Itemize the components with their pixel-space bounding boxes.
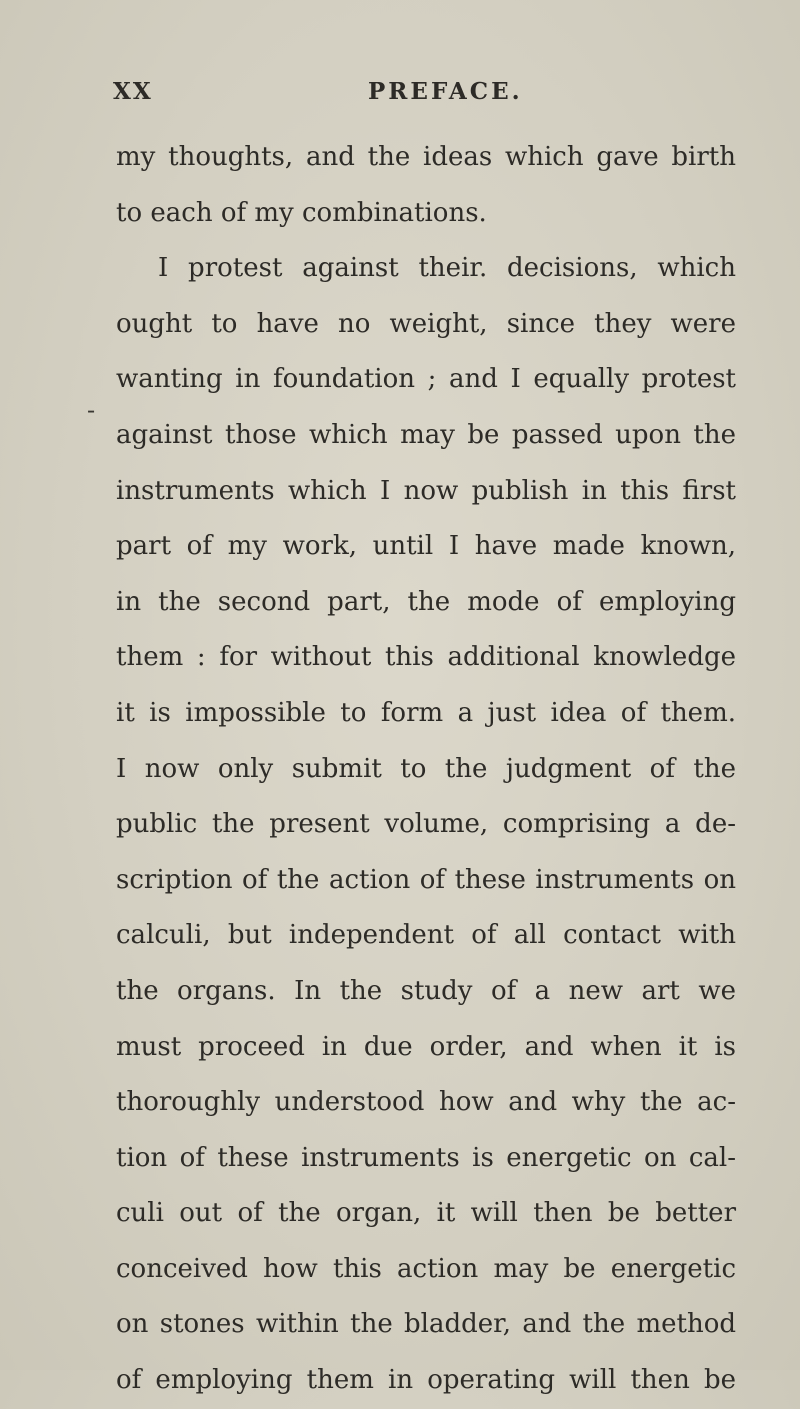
text-line: public the present volume, comprising a de- [116,809,736,840]
text-line: I now only submit to the judgment of the [116,753,736,784]
text-line: thoroughly understood how and why the ac- [116,1087,736,1118]
text-line: it is impossible to form a just idea of them. [116,697,736,728]
text-line: my thoughts, and the ideas which gave birth [116,142,736,172]
body-text [116,130,736,1409]
text-line: of employing them in operating will then be [116,1365,736,1396]
text-line: must proceed in due order, and when it is [116,1031,736,1062]
text-line: part of my work, until I have made known, [116,531,736,562]
text-line: conceived how this action may be energetic [116,1253,736,1284]
page-number: XX [113,78,153,105]
running-title: PREFACE. [368,78,523,105]
text-line: wanting in foundation ; and I equally protest [116,364,736,395]
text-line: ought to have no weight, since they were [116,308,736,339]
margin-mark: - [87,396,96,424]
text-line: I protest against their. decisions, which [158,253,736,284]
text-line: against those which may be passed upon the [116,419,736,450]
text-line: tion of these instruments is energetic on cal- [116,1142,736,1173]
text-line: scription of the action of these instruments on [116,864,736,895]
text-line: the organs. In the study of a new art we [116,975,736,1006]
text-line: on stones within the bladder, and the method [116,1309,736,1340]
text-line: them : for without this additional knowledge [116,642,736,673]
text-line: culi out of the organ, it will then be better [116,1198,736,1229]
running-head [0,78,800,118]
text-line: in the second part, the mode of employing [116,586,736,617]
text-line: calculi, but independent of all contact with [116,920,736,951]
text-line: instruments which I now publish in this first [116,475,736,506]
text-line: to each of my combinations. [116,197,487,228]
